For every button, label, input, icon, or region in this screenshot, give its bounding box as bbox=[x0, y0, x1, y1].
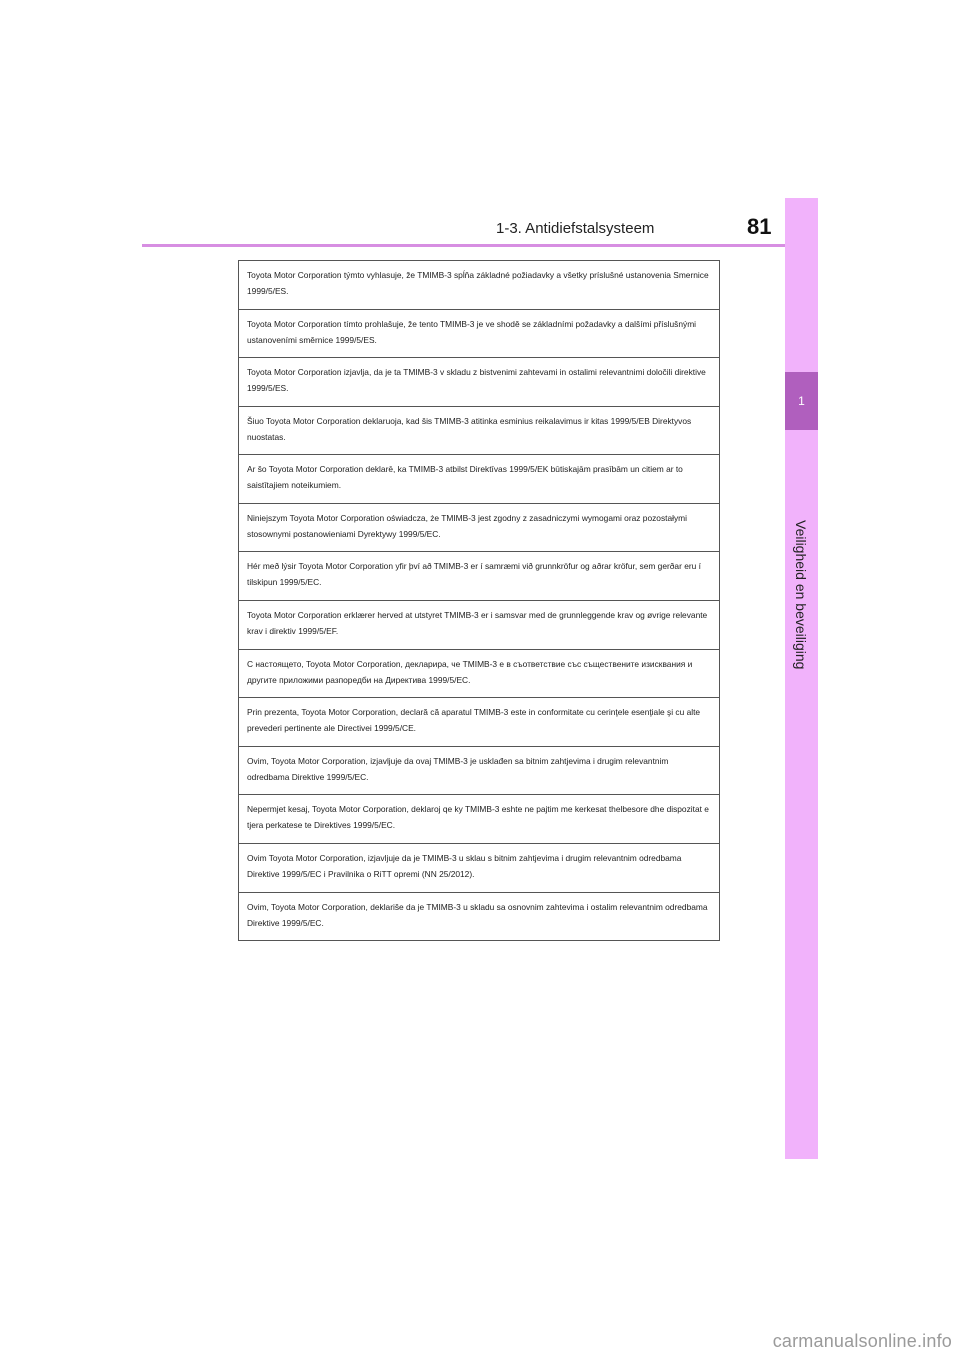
declaration-row-norwegian: Toyota Motor Corporation erklærer herved at utstyret TMIMB-3 er i samsvar med de grunnleggende krav og øvrige relevante krav i direktiv 1999/5/EF. bbox=[239, 601, 719, 650]
declaration-row-bulgarian: С настоящето, Toyota Motor Corporation, декларира, че TMIMB-3 е в съответствие със съществените изисквания и другите приложими разпоредби на Директива 1999/5/EC. bbox=[239, 650, 719, 699]
declaration-row-slovenian: Toyota Motor Corporation izjavlja, da je ta TMIMB-3 v skladu z bistvenimi zahtevami in ostalimi relevantnimi določili direktive 1999/5/ES. bbox=[239, 358, 719, 407]
chapter-number-box: 1 bbox=[785, 372, 818, 430]
declaration-row-lithuanian: Šiuo Toyota Motor Corporation deklaruoja, kad šis TMIMB-3 atitinka esminius reikalavimus ir kitas 1999/5/EB Direktyvos nuostatas. bbox=[239, 407, 719, 456]
section-title: 1-3. Antidiefstalsysteem bbox=[496, 220, 655, 237]
declaration-row-icelandic: Hér með lýsir Toyota Motor Corporation yfir því að TMIMB-3 er í samræmi við grunnkröfur og aðrar kröfur, sem gerðar eru í tilskipun 1999/5/EC. bbox=[239, 552, 719, 601]
watermark: carmanualsonline.info bbox=[772, 1331, 952, 1351]
declaration-row-romanian: Prin prezenta, Toyota Motor Corporation, declară că aparatul TMIMB-3 este in conformitate cu cerinţele esenţiale şi cu alte prevederi pertinente ale Directivei 1999/5/CE. bbox=[239, 698, 719, 747]
page-number: 81 bbox=[747, 214, 772, 239]
declaration-row-latvian: Ar šo Toyota Motor Corporation deklarē, ka TMIMB-3 atbilst Direktīvas 1999/5/EK būtiskajām prasībām un citiem ar to saistītajiem noteikumiem. bbox=[239, 455, 719, 504]
chapter-title: Veiligheid en beveiliging bbox=[793, 520, 809, 670]
declaration-row-bosnian: Ovim, Toyota Motor Corporation, izjavljuje da ovaj TMIMB-3 je usklađen sa bitnim zahtjevima i drugim relevantnim odredbama Direktive 1999/5/EC. bbox=[239, 747, 719, 796]
declaration-row-polish: Niniejszym Toyota Motor Corporation oświadcza, że TMIMB-3 jest zgodny z zasadniczymi wymogami oraz pozostałymi stosownymi postanowieniami Dyrektywy 1999/5/EC. bbox=[239, 504, 719, 553]
header-divider bbox=[142, 244, 818, 247]
declaration-row-serbian: Ovim, Toyota Motor Corporation, deklariše da je TMIMB-3 u skladu sa osnovnim zahtevima i ostalim relevantnim odredbama Direktive 1999/5/EC. bbox=[247, 901, 708, 928]
declaration-row-slovak: Toyota Motor Corporation týmto vyhlasuje, že TMIMB-3 spĺňa základné požiadavky a všetky príslušné ustanovenia Smernice 1999/5/ES. bbox=[239, 261, 719, 310]
declaration-row-czech: Toyota Motor Corporation tímto prohlašuje, že tento TMIMB-3 je ve shodě se základními požadavky a dalšími příslušnými ustanoveními směrnice 1999/5/ES. bbox=[239, 310, 719, 359]
declaration-table bbox=[238, 260, 720, 941]
chapter-side-tab bbox=[785, 198, 818, 1159]
declaration-row-albanian: Nepermjet kesaj, Toyota Motor Corporation, deklaroj qe ky TMIMB-3 eshte ne pajtim me kerkesat thelbesore dhe dispozitat e tjera perkatese te Direktives 1999/5/EC. bbox=[239, 795, 719, 844]
declaration-row-croatian: Ovim Toyota Motor Corporation, izjavljuje da je TMIMB-3 u sklau s bitnim zahtjevima i drugim relevantnim odredbama Direktive 1999/5/EC i Pravilnika o RiTT opremi (NN 25/2012). bbox=[239, 844, 719, 893]
